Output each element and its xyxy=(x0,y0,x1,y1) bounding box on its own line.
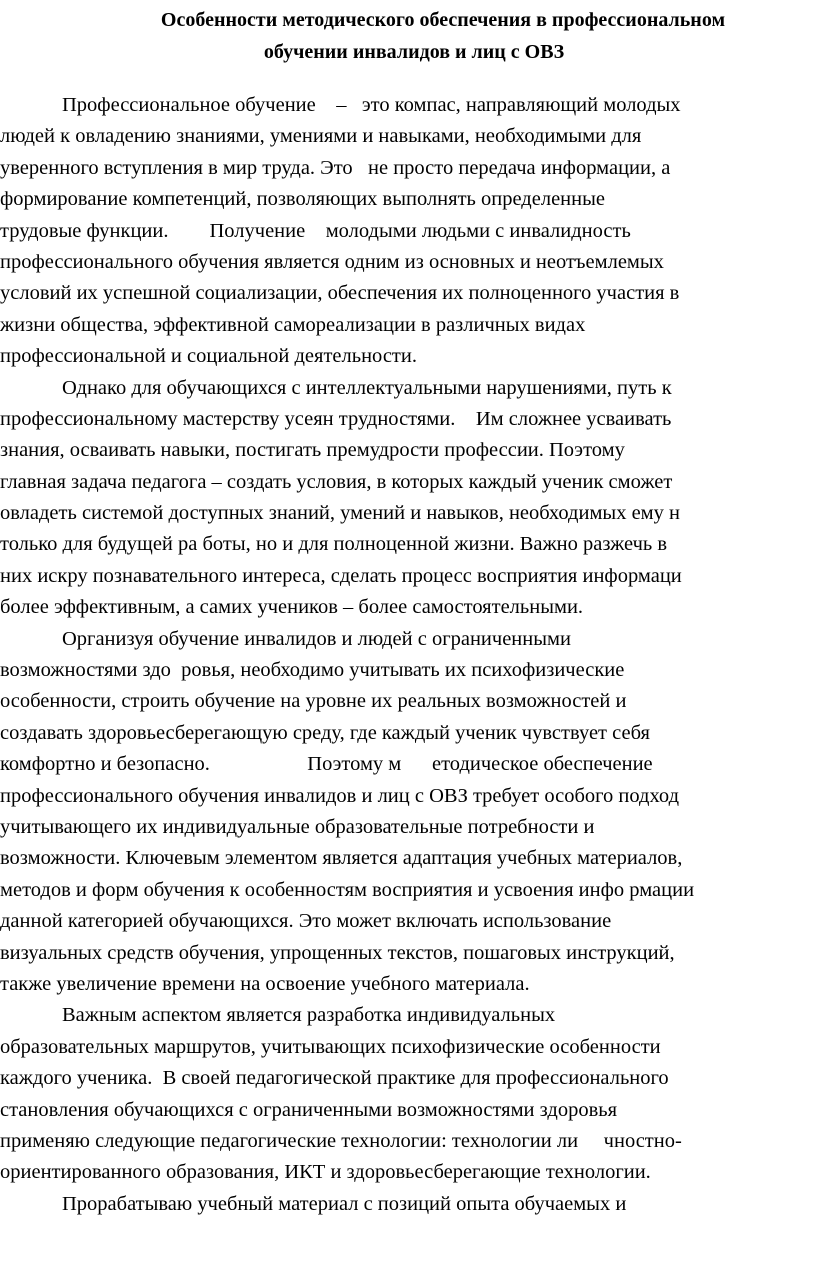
text-line: главная задача педагога – создать условия, в которых каждый ученик сможет xyxy=(0,470,673,493)
text-line: более эффективным, а самих учеников – более самостоятельными. xyxy=(0,596,584,619)
text-line: людей к овладению знаниями, умениями и навыками, необходимыми для xyxy=(0,125,642,148)
text-line: Профессиональное обучение – это компас, направляющий молодых xyxy=(62,94,681,116)
title-line-1: Особенности методического обеспечения в профессиональном xyxy=(160,9,726,31)
text-line: Организуя обучение инвалидов и людей с ограниченными xyxy=(62,627,571,650)
text-line: образовательных маршрутов, учитывающих психофизические особенности xyxy=(0,1035,661,1058)
text-line: Однако для обучающихся с интеллектуальными нарушениями, путь к xyxy=(62,376,672,399)
text-line: профессиональной и социальной деятельности. xyxy=(0,345,417,368)
text-line: также увеличение времени на освоение учебного материала. xyxy=(0,972,530,995)
text-line: профессиональному мастерству усеян трудностями. Им сложнее усваивать xyxy=(0,407,672,430)
text-line: трудовые функции. Получение молодыми людьми с инвалидность xyxy=(0,219,631,242)
text-line: них искру познавательного интереса, сделать процесс восприятия информаци xyxy=(0,564,682,587)
text-line: данной категорией обучающихся. Это может включать использование xyxy=(0,910,612,933)
text-line: особенности, строить обучение на уровне их реальных возможностей и xyxy=(0,690,627,713)
text-line: комфортно и безопасно. Поэтому м етодическое обеспечение xyxy=(0,753,653,776)
document-title xyxy=(0,0,816,68)
text-line: знания, осваивать навыки, постигать премудрости профессии. Поэтому xyxy=(0,439,625,462)
text-line: ориентированного образования, ИКТ и здоровьесберегающие технологии. xyxy=(0,1161,651,1184)
text-line: возможностями здо ровья, необходимо учитывать их психофизические xyxy=(0,659,625,682)
text-line: методов и форм обучения к особенностям восприятия и усвоения инфо рмации xyxy=(0,878,695,901)
text-line: визуальных средств обучения, упрощенных текстов, пошаговых инструкций, xyxy=(0,941,675,964)
document-body xyxy=(0,90,816,1220)
text-line: профессионального обучения является одним из основных и неотъемлемых xyxy=(0,250,664,273)
text-line: Прорабатываю учебный материал с позиций опыта обучаемых и xyxy=(62,1192,627,1215)
text-line: условий их успешной социализации, обеспечения их полноценного участия в xyxy=(0,282,680,305)
text-line: уверенного вступления в мир труда. Это не просто передача информации, а xyxy=(0,156,671,179)
text-line: каждого ученика. В своей педагогической практике для профессионального xyxy=(0,1067,669,1090)
title-line-2: обучении инвалидов и лиц с ОВЗ xyxy=(263,41,565,63)
text-line: овладеть системой доступных знаний, умений и навыков, необходимых ему н xyxy=(0,502,680,525)
text-line: формирование компетенций, позволяющих выполнять определенные xyxy=(0,188,605,211)
text-line: создавать здоровьесберегающую среду, где каждый ученик чувствует себя xyxy=(0,721,650,744)
text-line: учитывающего их индивидуальные образовательные потребности и xyxy=(0,815,595,838)
text-line: Важным аспектом является разработка индивидуальных xyxy=(62,1004,556,1027)
text-line: жизни общества, эффективной самореализации в различных видах xyxy=(0,313,586,336)
text-line: возможности. Ключевым элементом является адаптация учебных материалов, xyxy=(0,847,683,870)
text-line: профессионального обучения инвалидов и лиц с ОВЗ требует особого подход xyxy=(0,784,680,807)
text-line: только для будущей ра боты, но и для полноценной жизни. Важно разжечь в xyxy=(0,533,668,556)
text-line: становления обучающихся с ограниченными возможностями здоровья xyxy=(0,1098,618,1121)
text-line: применяю следующие педагогические технологии: технологии ли чностно- xyxy=(0,1129,682,1152)
